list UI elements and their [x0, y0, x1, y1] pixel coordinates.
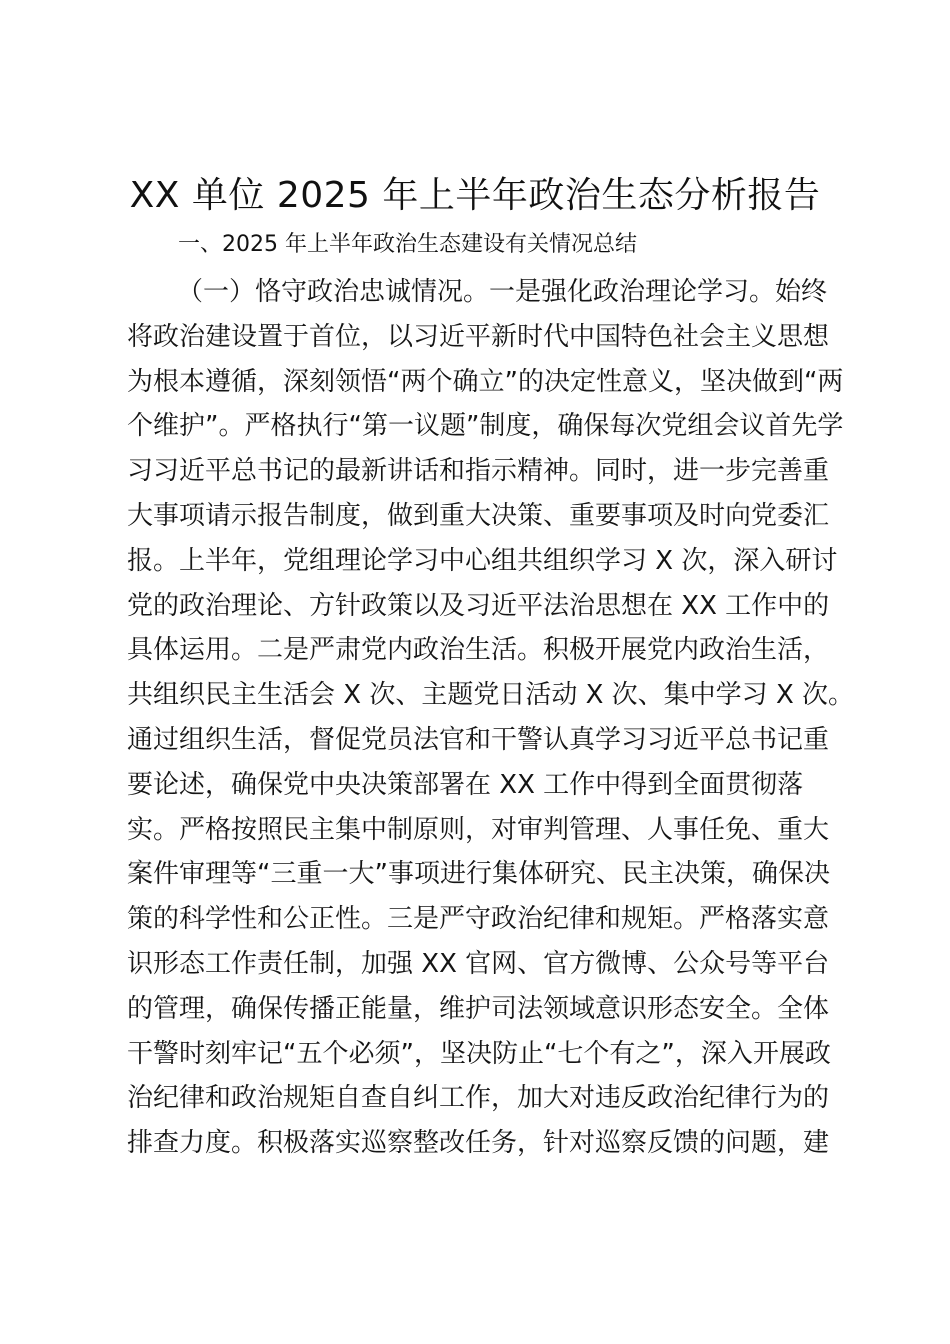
paragraph-line: 干警时刻牢记“五个必须”，坚决防止“七个有之”，深入开展政 [127, 1038, 831, 1069]
paragraph-line: 排查力度。积极落实巡察整改任务，针对巡察反馈的问题，建 [127, 1128, 830, 1159]
paragraph-line: 将政治建设置于首位，以习近平新时代中国特色社会主义思想 [127, 321, 830, 352]
paragraph-line: 要论述，确保党中央决策部署在 XX 工作中得到全面贯彻落 [127, 769, 804, 800]
paragraph-line: 报。上半年，党组理论学习中心组共组织学习 X 次，深入研讨 [127, 545, 838, 576]
paragraph-line: 共组织民主生活会 X 次、主题党日活动 X 次、集中学习 X 次。 [127, 680, 855, 711]
body-paragraph [127, 270, 855, 1166]
paragraph-line: 的管理，确保传播正能量，维护司法领域意识形态安全。全体 [127, 993, 830, 1024]
paragraph-line: 具体运用。二是严肃党内政治生活。积极开展党内政治生活， [127, 635, 830, 666]
paragraph-line: （一）恪守政治忠诚情况。一是强化政治理论学习。始终 [177, 277, 828, 307]
paragraph-line: 习习近平总书记的最新讲话和指示精神。同时，进一步完善重 [127, 456, 830, 487]
paragraph-line: 大事项请示报告制度，做到重大决策、重要事项及时向党委汇 [127, 500, 830, 531]
paragraph-line: 为根本遵循，深刻领悟“两个确立”的决定性意义，坚决做到“两 [127, 366, 844, 397]
paragraph-line: 个维护”。严格执行“第一议题”制度，确保每次党组会议首先学 [127, 411, 844, 442]
section-heading: 一、2025 年上半年政治生态建设有关情况总结 [178, 232, 637, 257]
paragraph-line: 党的政治理论、方针政策以及习近平法治思想在 XX 工作中的 [127, 590, 830, 621]
paragraph-line: 策的科学性和公正性。三是严守政治纪律和规矩。严格落实意 [127, 904, 830, 935]
paragraph-line: 治纪律和政治规矩自查自纠工作，加大对违反政治纪律行为的 [127, 1083, 830, 1114]
document-title: XX 单位 2025 年上半年政治生态分析报告 [129, 175, 821, 216]
paragraph-line: 实。严格按照民主集中制原则，对审判管理、人事任免、重大 [127, 814, 830, 845]
paragraph-line: 识形态工作责任制，加强 XX 官网、官方微博、公众号等平台 [127, 948, 830, 979]
paragraph-line: 通过组织生活，督促党员法官和干警认真学习习近平总书记重 [127, 724, 830, 755]
paragraph-line: 案件审理等“三重一大”事项进行集体研究、民主决策，确保决 [127, 859, 830, 890]
